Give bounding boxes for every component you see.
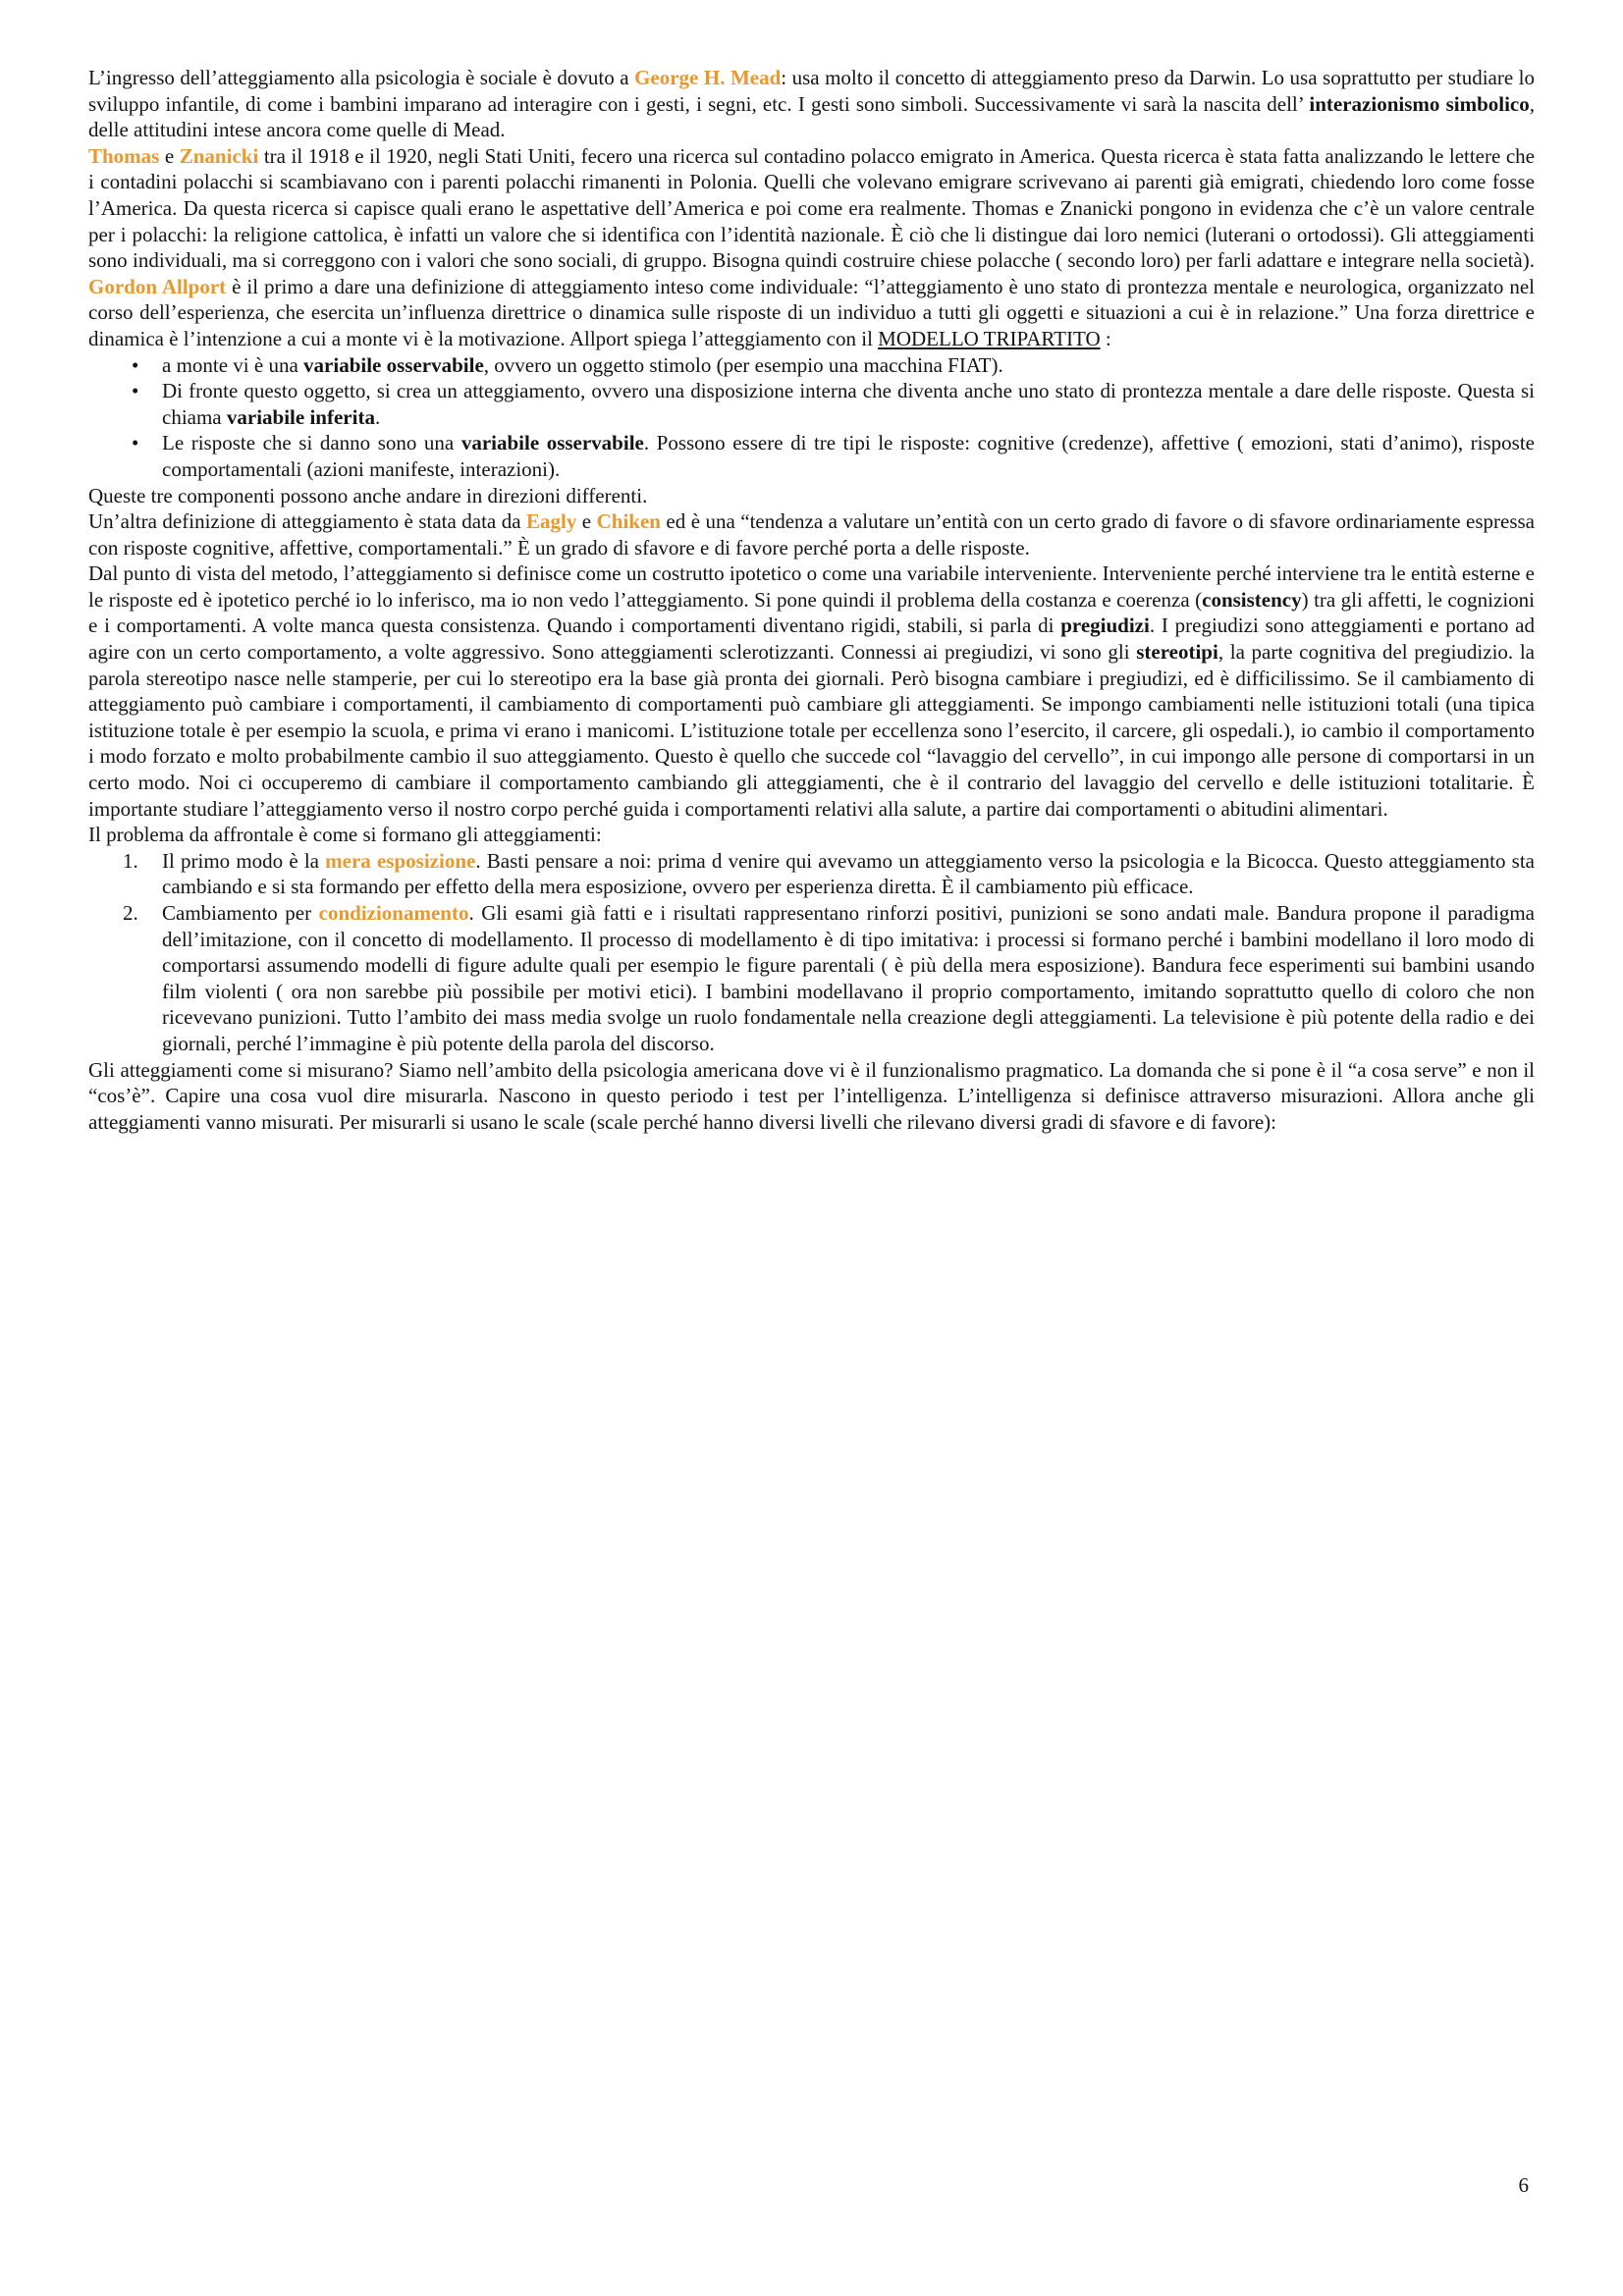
text-run: . Possono essere di tre tipi le risposte: cognitive (credenze), affettive ( emozioni, stati d’animo), risposte comportamentali (azioni manifeste, interazioni). <box>162 431 1535 481</box>
paragraph <box>88 1057 1535 1136</box>
text-run: Un’altra definizione di atteggiamento è stata data da <box>88 509 526 534</box>
page-number: 6 <box>1518 2173 1529 2197</box>
text-run: a monte vi è una <box>162 352 304 377</box>
text-run: è il primo a dare una definizione di atteggiamento inteso come individuale: “l’atteggiamento è uno stato di prontezza mentale e neurologica, organizzato nel corso dell’esperienza, che esercita un’influenza direttrice o dinamica sulle risposte di un individuo a tutti gli oggetti e situazioni a cui è in relazione.” Una forza direttrice e dinamica è l’intenzione a cui a monte vi è la motivazione. Allport spiega l’atteggiamento con il <box>88 274 1535 350</box>
numbered-list-item <box>88 900 1535 1057</box>
paragraph <box>88 483 1535 509</box>
list-item-text <box>162 352 1535 379</box>
document-body <box>88 65 1535 1135</box>
highlighted-name: mera esposizione <box>325 848 476 873</box>
bold-term: pregiudizi <box>1060 614 1150 638</box>
highlighted-name: Znanicki <box>179 143 259 168</box>
text-run: : usa molto il concetto di atteggiamento preso da Darwin. Lo usa soprattutto per studiare lo sviluppo infantile, di come i bambini imparano ad interagire con i gesti, i segni, etc. I gesti sono simboli. Successivamente vi sarà la nascita dell’ <box>88 66 1535 116</box>
bullet-marker: • <box>132 431 139 455</box>
list-item-text <box>162 848 1535 900</box>
text-run: , ovvero un oggetto stimolo (per esempio una macchina FIAT). <box>483 352 1003 377</box>
bullet-marker: • <box>132 352 139 377</box>
text-run: . I pregiudizi sono atteggiamenti e portano ad agire con un certo comportamento, a volte aggressivo. Sono atteggiamenti sclerotizzanti. Connessi ai pregiudizi, vi sono gli <box>88 614 1535 665</box>
text-run: tra il 1918 e il 1920, negli Stati Uniti, fecero una ricerca sul contadino polacco emigrato in America. Questa ricerca è stata fatta analizzando le lettere che i contadini polacchi si scambiavano con i parenti polacchi rimanenti in Polonia. Quelli che volevano emigrare scrivevano ai parenti già emigrati, chiedendo loro come fosse l’America. Da questa ricerca si capisce quali erano le aspettative dell’America e poi come era realmente. Thomas e Znanicki pongono in evidenza che c’è un valore centrale per i polacchi: la religione cattolica, è infatti un valore che si identifica con l’identità nazionale. È ciò che li distingue dai loro nemici (luterani o ortodossi). Gli atteggiamenti sono individuali, ma si correggono con i valori che sono sociali, di gruppo. Bisogna quindi costruire chiese polacche ( secondo loro) per farli adattare e integrare nella società). <box>88 143 1535 273</box>
text-run: ) tra gli affetti, le cognizioni e i comportamenti. A volte manca questa consistenza. Quando i comportamenti diventano rigidi, stabili, si parla di <box>88 587 1535 638</box>
text-run: Di fronte questo oggetto, si crea un atteggiamento, ovvero una disposizione interna che diventa anche uno stato di prontezza mentale a dare delle risposte. Questa si chiama <box>162 379 1535 429</box>
text-run: . Basti pensare a noi: prima d venire qui avevamo un atteggiamento verso la psicologia e la Bicocca. Questo atteggiamento sta cambiando e si sta formando per effetto della mera esposizione, ovvero per esperienza diretta. È il cambiamento più efficace. <box>162 848 1535 899</box>
text-run: Il problema da affrontale è come si formano gli atteggiamenti: <box>88 823 602 847</box>
text-run: Il primo modo è la <box>162 848 326 873</box>
bold-term: variabile osservabile <box>460 431 644 455</box>
bullet-marker: • <box>132 379 139 403</box>
paragraph <box>88 822 1535 848</box>
text-run: Gli atteggiamenti come si misurano? Siamo nell’ambito della psicologia americana dove vi è il funzionalismo pragmatico. La domanda che si pone è il “a cosa serve” e non il “cos’è”. Capire una cosa vuol dire misurarla. Nascono in questo periodo i test per l’intelligenza. L’intelligenza si definisce attraverso misurazioni. Allora anche gli atteggiamenti vanno misurati. Per misurarli si usano le scale (scale perché hanno diversi livelli che rilevano diversi gradi di sfavore e di favore): <box>88 1057 1535 1134</box>
paragraph <box>88 143 1535 352</box>
numbered-list-item <box>88 848 1535 900</box>
paragraph <box>88 561 1535 822</box>
list-item-text <box>162 900 1535 1057</box>
text-run: , delle attitudini intese ancora come quelle di Mead. <box>88 91 1535 142</box>
highlighted-name: condizionamento <box>318 901 469 925</box>
paragraph <box>88 65 1535 143</box>
text-run: . <box>374 404 381 429</box>
text-run: ed è una “tendenza a valutare un’entità con un certo grado di favore o di sfavore ordinariamente espressa con risposte cognitive, affettive, comportamentali.” È un grado di sfavore e di favore perché porta a delle risposte. <box>88 509 1536 560</box>
text-run: , la parte cognitiva del pregiudizio. la parola stereotipo nasce nelle stamperie, per cui lo stereotipo era la base già pronta dei giornali. Però bisogna cambiare i pregiudizi, ed è difficilissimo. Se il cambiamento di atteggiamento può cambiare i comportamenti, il cambiamento di comportamenti può cambiare gli atteggiamenti. Se impongo cambiamenti nelle istituzioni totali (una tipica istituzione totale è per esempio la scuola, e prima vi erano i manicomi. L’istituzione totale per eccellenza sono l’esercito, il carcere, gli ospedali.), io cambio il comportamento i modo forzato e molto probabilmente cambio il suo atteggiamento. Questo è quello che succede col “lavaggio del cervello”, in cui impongo alle persone di comportarsi in un certo modo. Noi ci occuperemo di cambiare il comportamento cambiando gli atteggiamenti, che è il contrario del lavaggio del cervello e delle istituzioni totalitarie. È importante studiare l’atteggiamento verso il nostro corpo perché guida i comportamenti relativi alla salute, a partire dai comportamenti o abitudini alimentari. <box>88 640 1535 821</box>
highlighted-name: George H. Mead <box>634 66 782 89</box>
bullet-list-item <box>88 378 1535 430</box>
bold-term: interazionismo simbolico <box>1309 91 1530 116</box>
bold-term: consistency <box>1202 587 1302 612</box>
text-run: Dal punto di vista del metodo, l’atteggiamento si definisce come un costrutto ipotetico o come una variabile interveniente. Interveniente perché interviene tra le entità esterne e le risposte ed è ipotetico perché io lo inferisco, ma io non vedo l’atteggiamento. Si pone quindi il problema della costanza e coerenza ( <box>88 561 1535 612</box>
bold-term: variabile osservabile <box>303 352 484 377</box>
bullet-list-item <box>88 430 1535 482</box>
text-run: Cambiamento per <box>162 901 319 925</box>
number-marker: 1. <box>123 848 138 873</box>
text-run: . Gli esami già fatti e i risultati rappresentano rinforzi positivi, punizioni se sono andati male. Bandura propone il paradigma dell’imitazione, con il concetto di modellamento. Il processo di modellamento è di tipo imitativa: i processi si formano perché i bambini modellano il loro modo di comportarsi assumendo modelli di figure adulte quali per esempio le figure parentali ( è più della mera esposizione). Bandura fece esperimenti sui bambini usando film violenti ( ora non sarebbe più possibile per motivi etici). I bambini modellavano il proprio comportamento, imitando soprattutto quello di coloro che non ricevevano punizioni. Tutto l’ambito dei mass media svolge un ruolo fondamentale nella creazione degli atteggiamenti. La televisione è più potente della radio e dei giornali, perché l’immagine è più potente della parola del discorso. <box>162 901 1535 1055</box>
bullet-list-item <box>88 352 1535 379</box>
text-run: e <box>159 143 180 168</box>
text-run: e <box>576 509 597 534</box>
number-marker: 2. <box>123 901 138 925</box>
text-run: L’ingresso dell’atteggiamento alla psicologia è sociale è dovuto a <box>88 66 635 89</box>
paragraph <box>88 508 1535 561</box>
highlighted-name: Eagly <box>526 509 577 534</box>
bold-term: variabile inferita <box>226 404 375 429</box>
text-run: Queste tre componenti possono anche andare in direzioni differenti. <box>88 483 648 507</box>
underlined-heading: MODELLO TRIPARTITO <box>878 326 1101 350</box>
highlighted-name: Chiken <box>596 509 661 534</box>
list-item-text <box>162 430 1535 482</box>
highlighted-name: Thomas <box>88 143 160 168</box>
highlighted-name: Gordon Allport <box>88 274 227 298</box>
text-run: Le risposte che si danno sono una <box>162 431 461 455</box>
text-run: : <box>1100 326 1111 350</box>
list-item-text <box>162 378 1535 430</box>
bold-term: stereotipi <box>1136 640 1218 665</box>
